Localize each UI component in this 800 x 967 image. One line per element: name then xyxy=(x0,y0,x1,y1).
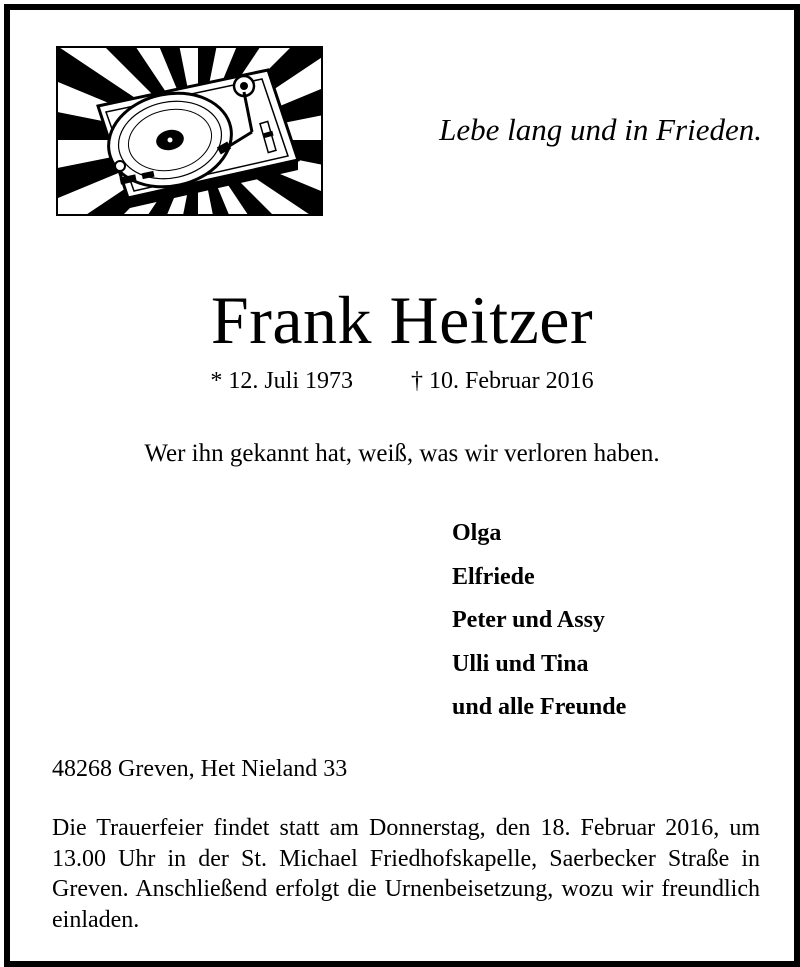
mourner-name: Elfriede xyxy=(452,563,535,590)
mourner-name: Peter und Assy xyxy=(452,607,605,633)
deceased-name: Frank Heitzer xyxy=(210,282,594,358)
mourner-name: und alle Freunde xyxy=(452,694,627,720)
death-date: † 10. Februar 2016 xyxy=(411,368,594,394)
obituary-notice xyxy=(4,4,800,967)
memorial-quote: Wer ihn gekannt hat, weiß, was wir verloren haben. xyxy=(144,440,660,467)
birth-date: * 12. Juli 1973 xyxy=(210,368,354,394)
turntable-logo xyxy=(56,46,323,216)
turntable-icon xyxy=(58,48,321,214)
mourner-name: Olga xyxy=(452,520,502,546)
mourner-name: Ulli und Tina xyxy=(452,650,589,677)
turntable-drawing xyxy=(98,70,298,208)
family-address: 48268 Greven, Het Nieland 33 xyxy=(52,756,348,782)
mourners-list xyxy=(452,512,626,730)
ceremony-details: Die Trauerfeier findet statt am Donnerstag, den 18. Februar 2016, um 13.00 Uhr in der St. Michael Friedhofskapelle, Saerbecker Straße in Greven. Anschließend erfolgt die Urnenbeisetzung, wozu wir freundlich einladen. xyxy=(52,815,760,933)
motto: Lebe lang und in Frieden. xyxy=(439,112,762,147)
life-dates xyxy=(10,366,794,396)
